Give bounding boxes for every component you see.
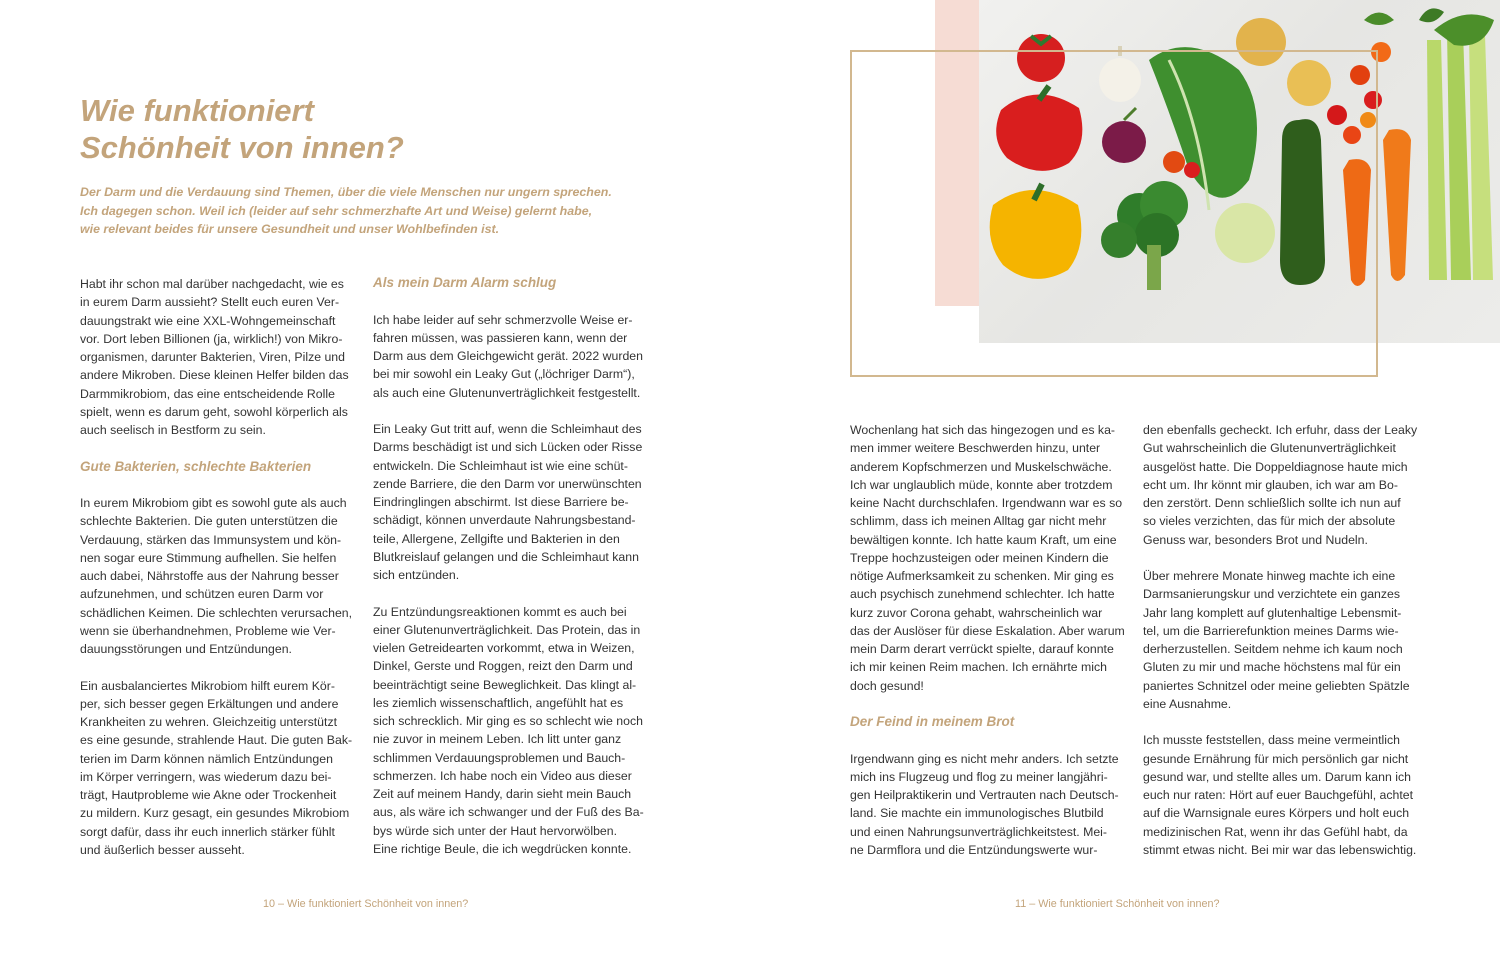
text-line: Ich musste feststellen, dass meine vermeintlich [1143, 733, 1400, 748]
text-line: medizinischen Rat, wenn ihr das Gefühl habt, da [1143, 824, 1408, 839]
text-line: anderem Kopfschmerzen und Muskelschwäche. [850, 459, 1112, 474]
left-page-column-2 [373, 274, 653, 876]
right-page-column-2 [1143, 421, 1423, 877]
text-line: stimmt etwas nicht. Bei mir war das lebenswichtig. [1143, 842, 1417, 857]
text-line: Darmsanierungskur und verzichtete ein ganzes [1143, 587, 1401, 602]
body-paragraph [850, 750, 1130, 860]
text-line: Eine richtige Beule, die ich wegdrücken konnte. [373, 841, 632, 856]
text-line: bewältigen konnte. Ich hatte kaum Kraft, um eine [850, 532, 1117, 547]
text-line: auch psychisch zunehmend schlechter. Ich hatte [850, 587, 1115, 602]
text-line: Ein Leaky Gut tritt auf, wenn die Schleimhaut des [373, 422, 642, 436]
text-line: Genuss war, besonders Brot und Nudeln. [1143, 532, 1368, 547]
text-line: gesund war, und stellte alles um. Darum kann ich [1143, 769, 1411, 784]
body-paragraph [373, 420, 653, 584]
section-heading [373, 274, 653, 311]
text-line: Gluten zu mir und mache höchstens mal für ein [1143, 660, 1401, 675]
text-line: Zu Entzündungsreaktionen kommt es auch bei [373, 604, 627, 619]
text-line: dauungstrakt wie eine XXL-Wohngemeinschaft [80, 313, 336, 328]
text-line: tel, um die Barrierefunktion meines Darms wie- [1143, 623, 1399, 638]
text-line: schmerzen. Ich habe noch ein Video aus dieser [373, 768, 632, 783]
text-line: das der Auslöser für diese Eskalation. Aber warum [850, 623, 1125, 638]
text-line: terien im Darm können nämlich Entzündungen [80, 751, 333, 766]
text-line: schlimmen Verdauungsproblemen und Bauch- [373, 750, 626, 765]
text-line: Darmmikrobiom, das eine entscheidende Rolle [80, 386, 335, 401]
text-line: organismen, darunter Bakterien, Viren, Pilze und [80, 350, 345, 364]
text-line: per, sich besser gegen Erkältungen und andere [80, 696, 339, 711]
text-line: nötige Aufmerksamkeit zu schenken. Mir ging es [850, 569, 1114, 583]
text-line: entwickeln. Die Schleimhaut ist wie eine schüt- [373, 458, 628, 473]
text-line: Blutkreislauf gelangen und die Schleimhaut kann [373, 549, 639, 564]
text-line: Jahr lang komplett auf glutenhaltige Lebensmit- [1143, 605, 1402, 620]
text-line: sich schrecklich. Mir ging es so schlecht wie noch [373, 714, 643, 728]
text-line: In eurem Mikrobiom gibt es sowohl gute als auch [80, 496, 347, 510]
text-line: kurz zuvor Corona gehabt, wahrscheinlich war [850, 605, 1103, 620]
text-line: in eurem Darm aussieht? Stellt euch euren Ver- [80, 295, 340, 310]
text-line: spielt, wenn es darum geht, sowohl körperlich als [80, 404, 348, 419]
text-line: Verdauung, stärken das Immunsystem und kön- [80, 532, 342, 547]
page-title [80, 92, 640, 166]
text-line: Darms beschädigt ist und sich Lücken oder Risse [373, 440, 643, 455]
body-paragraph [80, 275, 360, 439]
page-footer-right: 11 – Wie funktioniert Schönheit von innen? [1015, 898, 1220, 910]
text-line: Habt ihr schon mal darüber nachgedacht, wie es [80, 277, 344, 291]
text-line: es eine gesunde, strahlende Haut. Die guten Bak- [80, 733, 353, 748]
text-line: einer Glutenunverträglichkeit. Das Protein, das in [373, 622, 641, 637]
text-line: den zerstört. Denn schließlich sollte ich nun auf [1143, 496, 1401, 510]
section-heading-text: Als mein Darm Alarm schlug [373, 275, 557, 290]
text-line: auf die Warnsignale eures Körpers und holt euch [1143, 806, 1410, 821]
intro-paragraph [80, 183, 640, 239]
text-line: ausgelöst hatte. Die Doppeldiagnose haute mich [1143, 459, 1408, 474]
text-line: Darm aus dem Gleichgewicht gerät. 2022 wurden [373, 349, 643, 363]
text-line: schlimm, dass ich meinen Alltag gar nicht mehr [850, 514, 1107, 529]
decorative-frame [850, 50, 1378, 377]
intro-line: Der Darm und die Verdauung sind Themen, über die viele Menschen nur ungern sprechen. [80, 185, 612, 199]
text-line: Eindringlingen abschirmt. Ist diese Barriere be- [373, 495, 629, 509]
text-line: wenn sie überhandnehmen, Probleme wie Ver- [80, 623, 336, 638]
text-line: ich mir keinen Reim machen. Ich ernährte mich [850, 660, 1107, 675]
text-line: Treppe hochzusteigen oder meinen Kindern die [850, 550, 1109, 565]
text-line: keine Nacht durchschlafen. Irgendwann war es so [850, 496, 1123, 510]
body-paragraph [80, 677, 360, 860]
text-line: Irgendwann ging es nicht mehr anders. Ich setzte [850, 751, 1119, 766]
text-line: auch dabei, Nährstoffe aus der Nahrung besser [80, 569, 339, 583]
section-heading [850, 713, 1130, 750]
text-line: teile, Allergene, Zellgifte und Bakterien in den [373, 531, 620, 546]
body-paragraph [1143, 567, 1423, 713]
text-line: ne Darmflora und die Entzündungswerte wur- [850, 842, 1098, 857]
right-page-column-1 [850, 421, 1130, 877]
text-line: paniertes Schnitzel oder meine geliebten Spätzle [1143, 678, 1410, 693]
text-line: als auch eine Glutenunverträglichkeit festgestellt. [373, 385, 641, 400]
body-paragraph [373, 311, 653, 402]
body-paragraph [850, 421, 1130, 695]
left-page-column-1 [80, 275, 360, 877]
text-line: mich ins Flugzeug und flog zu meiner langjähri- [850, 769, 1108, 784]
text-line: vor. Dort leben Billionen (ja, wirklich!) von Mikro- [80, 331, 343, 346]
body-paragraph [1143, 731, 1423, 859]
page-footer-left: 10 – Wie funktioniert Schönheit von innen? [263, 898, 469, 910]
text-line: derherzustellen. Seitdem nehme ich kaum noch [1143, 642, 1403, 656]
text-line: Zeit auf meinem Handy, darin sieht mein Bauch [373, 787, 632, 801]
text-line: beeinträchtigt seine Beweglichkeit. Das klingt al- [373, 677, 637, 692]
text-line: Über mehrere Monate hinweg machte ich eine [1143, 569, 1396, 583]
text-line: sich entzünden. [373, 568, 460, 582]
text-line: men immer weitere Beschwerden hinzu, unter [850, 441, 1101, 456]
text-line: auch seelisch in Bestform zu sein. [80, 423, 266, 437]
text-line: zu mildern. Kurz gesagt, ein gesundes Mikrobiom [80, 806, 350, 821]
text-line: les ziemlich wissenschaftlich, angefühlt hat es [373, 695, 624, 710]
text-line: Ich war unglaublich müde, konnte aber trotzdem [850, 477, 1113, 492]
intro-line: Ich dagegen schon. Weil ich (leider auf sehr schmerzhafte Art und Weise) gelernt habe, [80, 203, 593, 218]
body-paragraph [1143, 421, 1423, 549]
text-line: eine Ausnahme. [1143, 696, 1232, 711]
title-line: Schönheit von innen? [80, 130, 404, 165]
text-line: Gut wahrscheinlich die Glutenunverträglichkeit [1143, 441, 1396, 456]
text-line: Ich habe leider auf sehr schmerzvolle Weise er- [373, 312, 633, 327]
text-line: sorgt dafür, dass ihr euch innerlich stärker fühlt [80, 824, 335, 839]
intro-line: wie relevant beides für unsere Gesundheit und unser Wohlbefinden ist. [80, 222, 500, 237]
text-line: schlechte Bakterien. Die guten unterstützen die [80, 514, 338, 529]
text-line: Ein ausbalanciertes Mikrobiom hilft eurem Kör- [80, 678, 335, 693]
text-line: vielen Getreidearten vorkommt, etwa in Weizen, [373, 641, 635, 655]
text-line: im Körper verringern, was wiederum dazu bei- [80, 769, 332, 784]
text-line: schädigt, können unverdaute Nahrungsbestand- [373, 513, 636, 528]
text-line: nen sogar eure Stimmung aufhellen. Sie helfen [80, 550, 337, 565]
text-line: euch nur raten: Hört auf euer Bauchgefühl, achtet [1143, 788, 1414, 802]
text-line: aus, als wäre ich schwanger und der Fuß des Ba- [373, 805, 644, 820]
text-line: den ebenfalls gecheckt. Ich erfuhr, dass der Leaky [1143, 423, 1418, 437]
text-line: so vieles verzichten, das für mich der absolute [1143, 514, 1396, 529]
text-line: gesunde Ernährung für mich persönlich gar nicht [1143, 751, 1409, 766]
text-line: Wochenlang hat sich das hingezogen und es ka- [850, 423, 1116, 437]
text-line: aufzunehmen, und schützen euren Darm vor [80, 587, 324, 602]
text-line: andere Mikroben. Diese kleinen Helfer bilden das [80, 368, 349, 383]
text-line: Krankheiten zu wehren. Gleichzeitig unterstützt [80, 715, 338, 729]
text-line: und äußerlich besser ausseht. [80, 842, 245, 857]
text-line: bei mir sowohl ein Leaky Gut („löchriger Darm“), [373, 367, 635, 382]
text-line: mein Darm derart verrückt spielte, darauf konnte [850, 642, 1114, 656]
text-line: doch gesund! [850, 678, 924, 693]
text-line: dauungsstörungen und Entzündungen. [80, 642, 292, 656]
text-line: und einen Nahrungsunverträglichkeitstest. Mei- [850, 824, 1108, 839]
body-paragraph [373, 603, 653, 859]
title-line: Wie funktioniert [80, 93, 314, 128]
text-line: gen Heilpraktikerin und Vertrauten nach Deutsch- [850, 788, 1119, 802]
text-line: Dinkel, Gerste und Roggen, reizt den Darm und [373, 659, 633, 674]
section-heading-text: Gute Bakterien, schlechte Bakterien [80, 458, 312, 474]
text-line: zende Barriere, die den Darm vor unerwünschten [373, 476, 642, 491]
body-paragraph [80, 494, 360, 658]
text-line: echt um. Ihr könnt mir glauben, ich war am Bo- [1143, 477, 1398, 492]
text-line: fahren müssen, was passieren kann, wenn der [373, 330, 628, 345]
text-line: trägt, Hautprobleme wie Akne oder Trockenheit [80, 788, 337, 802]
section-heading-text: Der Feind in meinem Brot [850, 714, 1015, 729]
text-line: nie zuvor in meinem Leben. Ich litt unter ganz [373, 732, 622, 747]
section-heading [80, 458, 360, 495]
text-line: land. Sie machte ein immunologisches Blutbild [850, 806, 1104, 821]
text-line: bys würde sich unter der Haut hervorwölben. [373, 823, 618, 838]
text-line: schädlichen Keimen. Die schlechten verursachen, [80, 605, 353, 620]
